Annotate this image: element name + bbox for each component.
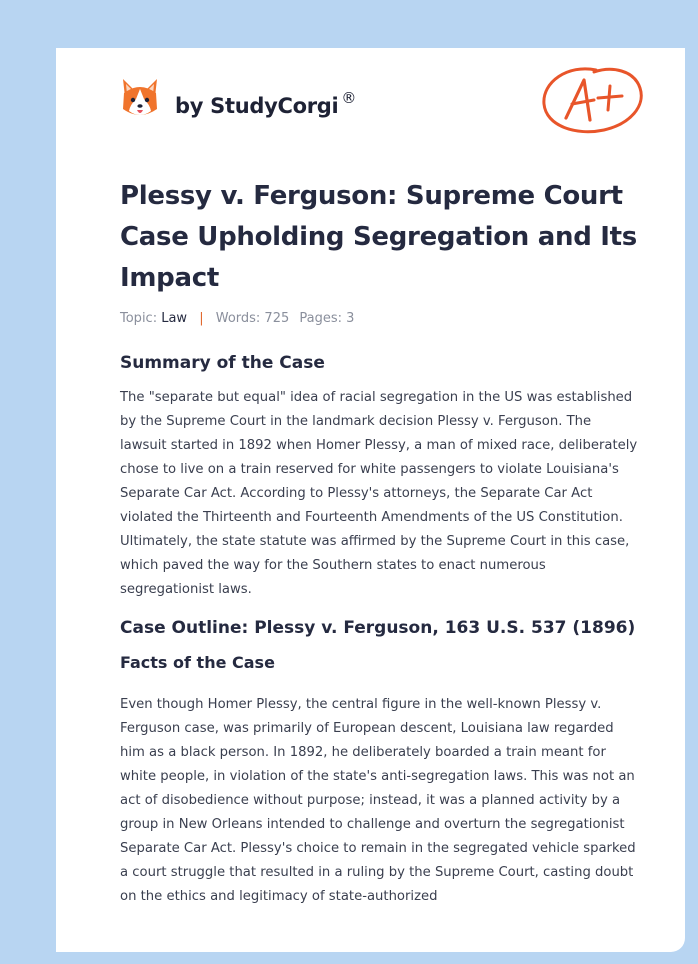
summary-heading: Summary of the Case <box>120 353 325 373</box>
topic-link[interactable]: Law <box>161 311 188 326</box>
brand-name <box>175 89 357 118</box>
summary-paragraph: The "separate but equal" idea of racial segregation in the US was established by the Supreme Court in the landmark decision Plessy v. Ferguson. The lawsuit started in 1892 when Homer Plessy, a man of mixed race, deliberately chose to live on a train reserved for white passengers to violate Louisiana's Separate Car Act. According to Plessy's attorneys, the Separate Car Act violated the Thirteenth and Fourteenth Amendments of the US Constitution. Ultimately, the state statute was affirmed by the Supreme Court in this case, which paved the way for the Southern states to enact numerous segregationist laws. <box>120 390 638 597</box>
topic-label: Topic: <box>120 311 158 326</box>
word-count: Words: 725 <box>215 311 290 326</box>
studycorgi-logo[interactable] <box>120 76 357 122</box>
essay-card <box>56 48 685 952</box>
meta-separator: | <box>199 311 204 326</box>
corgi-logo-icon <box>120 77 160 121</box>
essay-title: Plessy v. Ferguson: Supreme Court Case Upholding Segregation and Its Impact <box>120 181 637 293</box>
registered-mark: ® <box>341 89 357 107</box>
facts-heading: Facts of the Case <box>120 653 275 672</box>
page-count: Pages: 3 <box>299 311 355 326</box>
brand-text: by StudyCorgi <box>175 94 339 118</box>
facts-paragraph: Even though Homer Plessy, the central figure in the well-known Plessy v. Ferguson case, was primarily of European descent, Louisiana law regarded him as a black person. In 1892, he deliberately boarded a train meant for white people, in violation of the state's anti-segregation laws. This was not an act of disobedience without purpose; instead, it was a planned activity by a group in New Orleans intended to challenge and overturn the segregationist Separate Car Act. Plessy's choice to remain in the segregated vehicle sparked a court struggle that resulted in a ruling by the Supreme Court, casting doubt on the ethics and legitimacy of state-authorized <box>120 697 636 904</box>
essay-content <box>120 176 638 909</box>
case-outline-heading: Case Outline: Plessy v. Ferguson, 163 U.S. 537 (1896) <box>120 618 636 638</box>
essay-meta <box>120 311 638 326</box>
a-plus-grade-icon <box>538 60 648 140</box>
